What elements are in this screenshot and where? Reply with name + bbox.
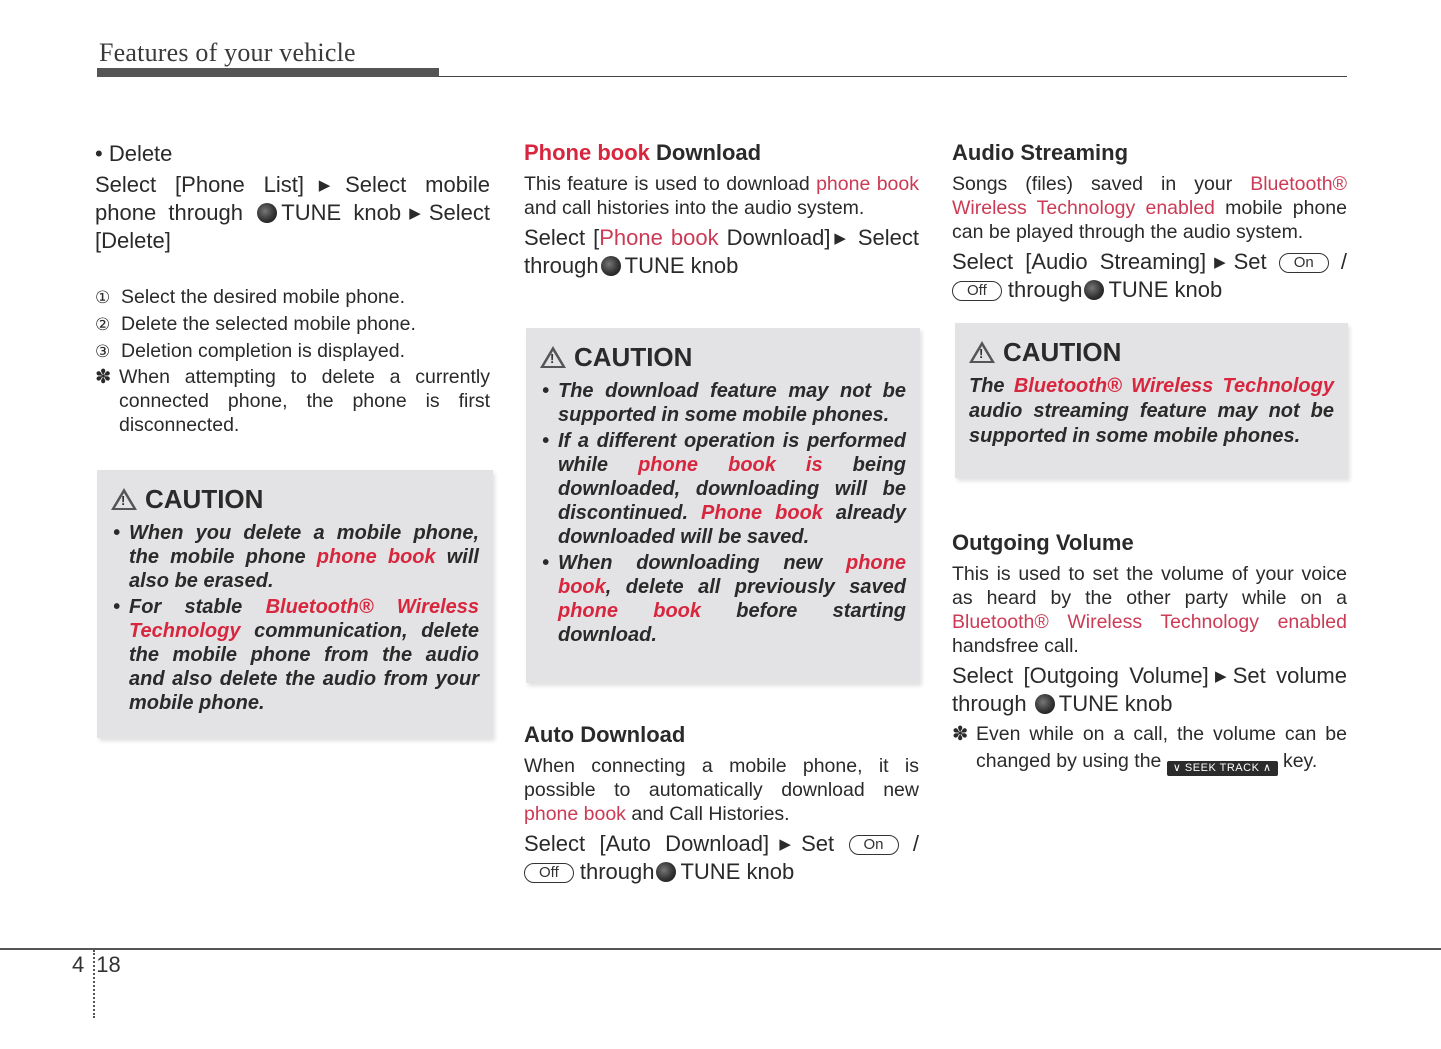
list-item: ③ Deletion completion is displayed. bbox=[95, 340, 405, 362]
caution-list bbox=[111, 521, 479, 715]
page-number: 4 18 bbox=[72, 952, 121, 977]
caution-title: !CAUTION bbox=[111, 484, 479, 515]
seek-track-key-icon: ∨ SEEK TRACK ∧ bbox=[1167, 761, 1278, 776]
auto-download-section bbox=[524, 722, 919, 889]
column-middle bbox=[524, 140, 919, 283]
arrow-icon: ▶ bbox=[306, 177, 344, 194]
column-left bbox=[95, 140, 490, 437]
caution-box-delete bbox=[97, 470, 493, 738]
list-item: • If a different operation is performed while phone book is being downloaded, downloading will be discontinued. Phone book already downloaded will be saved. bbox=[540, 429, 906, 549]
outgoing-volume-instructions: Select [Outgoing Volume] ▶Set volume through TUNE knob bbox=[952, 663, 1347, 716]
arrow-icon: ▶ bbox=[403, 205, 427, 222]
off-button-icon: Off bbox=[524, 863, 574, 883]
arrow-icon: ▶ bbox=[771, 836, 800, 853]
arrow-icon: ▶ bbox=[1208, 254, 1232, 271]
tune-knob-icon bbox=[656, 862, 676, 882]
tune-knob-icon bbox=[601, 256, 621, 276]
auto-download-desc: When connecting a mobile phone, it is possible to automatically download new phone book and Call Histories. bbox=[524, 755, 919, 825]
outgoing-volume-section bbox=[952, 530, 1347, 776]
arrow-icon: ▶ bbox=[1210, 668, 1231, 685]
on-button-icon: On bbox=[849, 835, 899, 855]
delete-note: ✽ When attempting to delete a currently connected phone, the phone is first disconnected. bbox=[95, 366, 490, 436]
list-item: • The download feature may not be supported in some mobile phones. bbox=[540, 379, 906, 427]
outgoing-volume-desc: This is used to set the volume of your voice as heard by the other party while on a Bluetooth® Wireless Technology enabled handsfree call. bbox=[952, 563, 1347, 657]
list-item: ① Select the desired mobile phone. bbox=[95, 286, 406, 308]
outgoing-volume-note: ✽ Even while on a call, the volume can be changed by using the ∨ SEEK TRACK ∧ key. bbox=[952, 723, 1347, 774]
audio-streaming-instructions: Select [Audio Streaming] ▶Set On / Off through TUNE knob bbox=[952, 249, 1347, 302]
outgoing-volume-heading: Outgoing Volume bbox=[952, 530, 1134, 555]
audio-streaming-desc: Songs (files) saved in your Bluetooth® Wireless Technology enabled mobile phone can be played through the audio system. bbox=[952, 173, 1347, 243]
on-button-icon: On bbox=[1279, 253, 1329, 273]
warning-icon bbox=[540, 346, 566, 368]
auto-download-heading: Auto Download bbox=[524, 722, 686, 747]
caution-title: !CAUTION bbox=[969, 337, 1334, 368]
section-title: Features of your vehicle bbox=[99, 38, 356, 67]
footer-rule bbox=[0, 948, 1441, 950]
phonebook-download-heading: Phone book Download bbox=[524, 140, 762, 165]
list-item: ② Delete the selected mobile phone. bbox=[95, 313, 416, 335]
list-item: • When you delete a mobile phone, the mobile phone phone book will also be erased. bbox=[111, 521, 479, 593]
arrow-icon: ▶ bbox=[832, 230, 848, 247]
delete-steps bbox=[95, 284, 490, 365]
page-number-separator bbox=[93, 950, 95, 1018]
tune-knob-icon bbox=[1035, 694, 1055, 714]
page-header bbox=[97, 38, 1349, 80]
caution-text: The Bluetooth® Wireless Technology audio streaming feature may not be supported in some mobile phones. bbox=[969, 375, 1334, 447]
caution-box-download bbox=[526, 328, 920, 683]
caution-box-streaming bbox=[955, 323, 1348, 478]
column-right bbox=[952, 140, 1347, 307]
audio-streaming-heading: Audio Streaming bbox=[952, 140, 1129, 165]
header-bar bbox=[97, 68, 439, 77]
list-item: • When downloading new phone book, delete all previously saved phone book before starting download. bbox=[540, 551, 906, 647]
phonebook-download-instructions: Select [Phone book Download] ▶ Select through TUNE knob bbox=[524, 225, 919, 278]
phonebook-download-desc: This feature is used to download phone book and call histories into the audio system. bbox=[524, 173, 919, 219]
header-rule bbox=[439, 76, 1347, 77]
list-item: • For stable Bluetooth® Wireless Technology communication, delete the mobile phone from the audio and also delete the audio from your mobile phone. bbox=[111, 595, 479, 715]
delete-instructions: Select [Phone List] ▶Select mobile phone through TUNE knob ▶Select [Delete] bbox=[95, 172, 490, 253]
auto-download-instructions: Select [Auto Download] ▶Set On / Off through TUNE knob bbox=[524, 831, 919, 884]
off-button-icon: Off bbox=[952, 281, 1002, 301]
caution-list bbox=[540, 379, 906, 647]
delete-label: • Delete bbox=[95, 141, 173, 166]
warning-icon bbox=[969, 341, 995, 363]
tune-knob-icon bbox=[257, 203, 277, 223]
tune-knob-icon bbox=[1084, 280, 1104, 300]
caution-title: !CAUTION bbox=[540, 342, 906, 373]
warning-icon bbox=[111, 488, 137, 510]
